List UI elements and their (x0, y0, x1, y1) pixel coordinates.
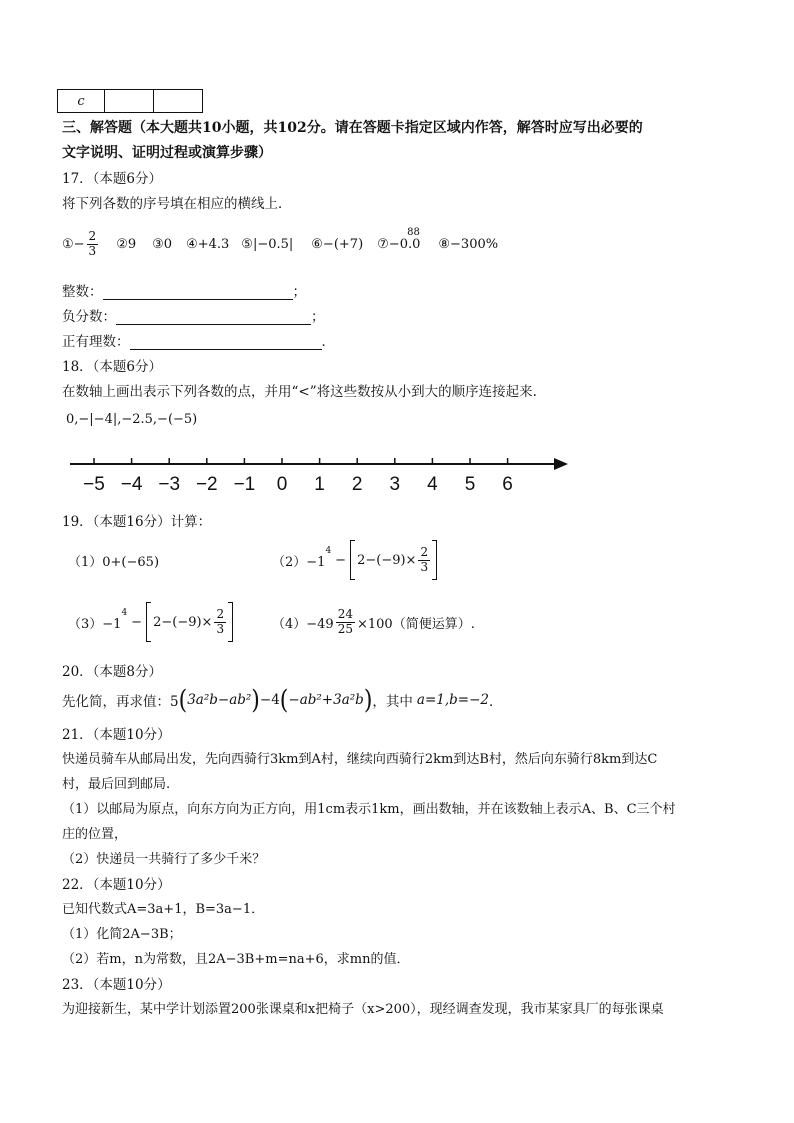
q19-part2: （2）−1 $^4$ − 2−(−9)× $\frac{2}{3}$ (272, 538, 437, 582)
q17-item: ④+4.3 (186, 236, 230, 252)
fraction-denominator: 3 (88, 243, 97, 258)
q19-part1: （1）0+(−65) (68, 555, 160, 570)
section-heading-line1: 三、解答题（本大题共10小题，共102分。请在答题卡指定区域内作答，解答时应写出必要的 (62, 120, 643, 136)
q17-item: ③0 (152, 236, 173, 252)
right-bracket (432, 540, 437, 580)
number-line-tick-label: −3 (158, 474, 181, 495)
given-values: a=1,b=−2 (416, 692, 490, 708)
number-line (62, 450, 572, 498)
expression: −ab²+3a²b (288, 692, 364, 708)
number-line-tick-label: −2 (195, 474, 218, 495)
q22-sub1: （1）化简2A−3B； (62, 927, 182, 942)
q17-item: ⑤|−0.5| (241, 236, 294, 252)
number-line-tick-label: 1 (314, 474, 325, 495)
answer-table (57, 89, 203, 113)
section-heading-line2: 文字说明、证明过程或演算步骤） (62, 145, 272, 161)
fraction (87, 230, 99, 257)
q23-header: 23．（本题10分） (62, 977, 171, 993)
q17-item: ⑧−300% (438, 236, 499, 252)
number-line-tick-label: 2 (351, 474, 363, 495)
number-line-tick-label: 0 (276, 474, 288, 495)
q21-header: 21．（本题10分） (62, 727, 171, 743)
arrow-icon (554, 458, 568, 470)
number-line-tick-label: −4 (120, 474, 143, 495)
q17-item: ②9 (116, 236, 137, 252)
q17-item: ⑥−(+7) (311, 236, 364, 252)
number-line-tick-label: −5 (83, 474, 105, 495)
q23-line1: 为迎接新生，某中学计划添置200张课桌和x把椅子（x>200），现经调查发现，我市某家具厂的每张课桌 (62, 1002, 664, 1017)
table-cell: c (58, 90, 105, 113)
fraction: $\frac{2}{3}$ (420, 545, 429, 574)
q17-number-list (62, 226, 498, 262)
q17-item-repeating: ⑦−0.0 88 (377, 226, 421, 252)
left-bracket (146, 602, 151, 642)
q21-line1: 快递员骑车从邮局出发，先向西骑行3km到A村，继续向西骑行2km到达B村，然后向东骑行8km到达C (62, 752, 658, 767)
answer-blank[interactable] (103, 285, 293, 300)
fraction: $\frac{2}{3}$ (216, 607, 225, 636)
number-line-tick-label: 4 (427, 474, 438, 495)
left-bracket (350, 540, 355, 580)
table-cell (154, 90, 203, 113)
q18-numbers: 0,−|−4|,−2.5,−(−5) (66, 412, 198, 427)
repeat-dots: 88 (407, 226, 420, 238)
q20-problem: 先化简，再求值：5 ( 3a²b−ab² ) −4 ( −ab²+3a²b ) ，其中 a=1,b=−2 ． (62, 685, 503, 715)
q20-header: 20．（本题8分） (62, 664, 163, 680)
answer-blank[interactable] (116, 310, 311, 325)
q22-given: 已知代数式A=3a+1，B=3a−1． (62, 902, 265, 917)
table-cell (105, 90, 154, 113)
number-line-tick-label: −1 (233, 474, 256, 495)
number-line-tick-label: 6 (502, 474, 513, 495)
q21-sub2: （2）快递员一共骑行了多少千米？ (62, 852, 266, 867)
q17-item: ①− (62, 236, 85, 252)
answer-blank[interactable] (130, 335, 322, 350)
q21-sub1-line2: 庄的位置， (62, 827, 128, 842)
fraction-numerator: 2 (88, 229, 97, 244)
fraction: $\frac{24}{25}$ (337, 607, 353, 636)
q19-part3: （3）−1 $^4$ − 2−(−9)× $\frac{2}{3}$ (68, 600, 233, 644)
q17-line-integer: 整数： ； (62, 284, 306, 300)
q17-line-negative-fraction: 负分数： ； (62, 309, 325, 325)
q19-part4: （4）−49 $\frac{24}{25}$ ×100（简便运算）. (272, 607, 475, 636)
number-line-tick-label: 3 (389, 474, 401, 495)
number-line-tick-label: 5 (464, 474, 476, 495)
q21-sub1-line1: （1）以邮局为原点，向东方向为正方向，用1cm表示1km，画出数轴，并在该数轴上表示A、B、C三个村 (62, 802, 676, 817)
q19-header: 19．（本题16分）计算： (62, 514, 212, 530)
q17-prompt: 将下列各数的序号填在相应的横线上． (62, 196, 292, 212)
q18-prompt: 在数轴上画出表示下列各数的点，并用“<”将这些数按从小到大的顺序连接起来. (62, 384, 537, 400)
q22-header: 22．（本题10分） (62, 877, 171, 893)
q18-header: 18．（本题6分） (62, 359, 163, 375)
expression: 3a²b−ab² (187, 692, 252, 708)
q21-line2: 村，最后回到邮局. (62, 777, 171, 792)
right-bracket (228, 602, 233, 642)
q17-header: 17．（本题6分） (62, 171, 163, 187)
q22-sub2: （2）若m，n为常数，且2A−3B+m=na+6，求mn的值． (62, 952, 410, 967)
q17-line-positive-rational: 正有理数： ． (62, 334, 335, 350)
